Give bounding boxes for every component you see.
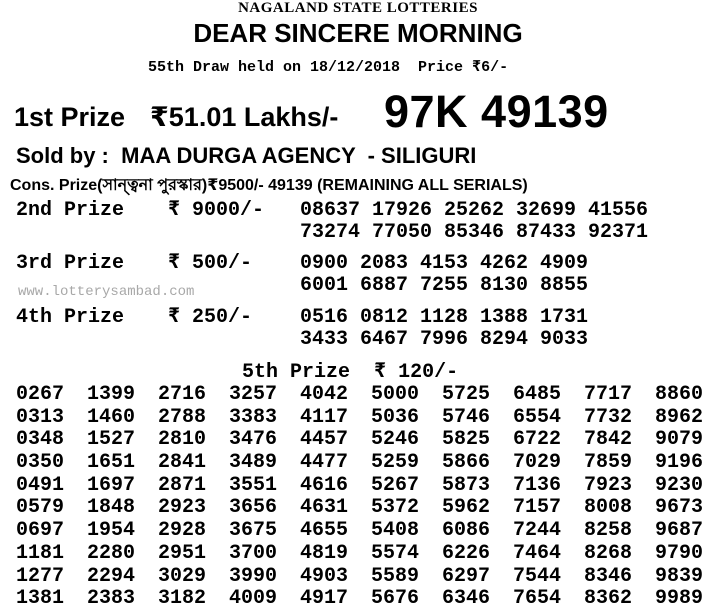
fifth-prize-number: 8268 xyxy=(584,541,633,565)
fifth-prize-number: 9989 xyxy=(655,587,704,611)
fifth-prize-grid xyxy=(16,384,716,611)
fifth-prize-number: 6297 xyxy=(442,564,491,588)
fifth-prize-number: 7732 xyxy=(584,405,633,429)
fifth-prize-number: 1697 xyxy=(87,473,136,497)
fifth-prize-number: 5372 xyxy=(371,496,420,520)
fifth-prize-number: 6086 xyxy=(442,519,491,543)
fifth-prize-number: 9687 xyxy=(655,519,704,543)
second-prize-row: 73274 77050 85346 87433 92371 xyxy=(300,221,649,244)
fifth-prize-number: 9196 xyxy=(655,451,704,475)
fifth-prize-number: 0491 xyxy=(16,473,65,497)
fifth-prize-number: 1277 xyxy=(16,564,65,588)
fifth-prize-number: 9790 xyxy=(655,541,704,565)
fifth-prize-number: 5259 xyxy=(371,451,420,475)
fifth-prize-number: 6554 xyxy=(513,405,562,429)
fifth-prize-number: 5246 xyxy=(371,428,420,452)
fifth-prize-number: 0348 xyxy=(16,428,65,452)
fifth-prize-number: 1460 xyxy=(87,405,136,429)
first-prize-number: 97K 49139 xyxy=(384,86,609,137)
fifth-prize-number: 7244 xyxy=(513,519,562,543)
fifth-prize-number: 1381 xyxy=(16,587,65,611)
fifth-prize-number: 7923 xyxy=(584,473,633,497)
fifth-prize-number: 4819 xyxy=(300,541,349,565)
fifth-prize-number: 4117 xyxy=(300,405,349,429)
fifth-prize-number: 5000 xyxy=(371,383,420,406)
fifth-prize-number: 6722 xyxy=(513,428,562,452)
second-prize-amount: ₹ 9000/- xyxy=(168,199,265,222)
fifth-prize-number: 3656 xyxy=(229,496,278,520)
fifth-prize-number: 7842 xyxy=(584,428,633,452)
third-prize-row: 6001 6887 7255 8130 8855 xyxy=(300,274,589,297)
fifth-prize-number: 6485 xyxy=(513,383,562,406)
fifth-prize-number: 8008 xyxy=(584,496,633,520)
fifth-prize-number: 2951 xyxy=(158,541,207,565)
org-title: NAGALAND STATE LOTTERIES xyxy=(238,0,478,16)
fifth-prize-number: 3182 xyxy=(158,587,207,611)
fifth-prize-number: 5962 xyxy=(442,496,491,520)
fifth-prize-number: 5825 xyxy=(442,428,491,452)
fifth-prize-number: 0350 xyxy=(16,451,65,475)
fifth-prize-number: 6226 xyxy=(442,541,491,565)
fifth-prize-number: 3551 xyxy=(229,473,278,497)
fifth-prize-number: 5574 xyxy=(371,541,420,565)
fifth-prize-number: 2788 xyxy=(158,405,207,429)
fifth-prize-number: 4655 xyxy=(300,519,349,543)
fifth-prize-number: 2294 xyxy=(87,564,136,588)
fifth-prize-number: 8362 xyxy=(584,587,633,611)
fifth-prize-number: 2280 xyxy=(87,541,136,565)
fifth-prize-number: 8962 xyxy=(655,405,704,429)
fifth-prize-number: 7859 xyxy=(584,451,633,475)
fifth-prize-number: 3476 xyxy=(229,428,278,452)
fifth-prize-number: 5408 xyxy=(371,519,420,543)
fourth-prize-row: 3433 6467 7996 8294 9033 xyxy=(300,328,589,351)
fifth-prize-number: 7654 xyxy=(513,587,562,611)
fifth-prize-number: 8258 xyxy=(584,519,633,543)
first-prize-amount: ₹51.01 Lakhs/- xyxy=(150,102,339,132)
first-prize-label: 1st Prize xyxy=(14,102,126,132)
fifth-prize-number: 3700 xyxy=(229,541,278,565)
fifth-prize-number: 2928 xyxy=(158,519,207,543)
draw-info: 55th Draw held on 18/12/2018 Price ₹6/- xyxy=(148,59,509,76)
watermark: www.lotterysambad.com xyxy=(18,284,195,300)
fifth-prize-number: 7464 xyxy=(513,541,562,565)
fifth-prize-number: 2841 xyxy=(158,451,207,475)
third-prize-amount: ₹ 500/- xyxy=(168,252,253,275)
fifth-prize-number: 3383 xyxy=(229,405,278,429)
fifth-prize-number: 5589 xyxy=(371,564,420,588)
fifth-prize-number: 5873 xyxy=(442,473,491,497)
fifth-prize-number: 1527 xyxy=(87,428,136,452)
lottery-name: DEAR SINCERE MORNING xyxy=(193,18,523,48)
fifth-prize-number: 0697 xyxy=(16,519,65,543)
third-prize-label: 3rd Prize xyxy=(16,252,125,275)
fifth-prize-number: 8346 xyxy=(584,564,633,588)
fifth-prize-number: 4042 xyxy=(300,383,349,406)
fifth-prize-number: 5267 xyxy=(371,473,420,497)
fifth-prize-number: 7029 xyxy=(513,451,562,475)
fifth-prize-number: 9839 xyxy=(655,564,704,588)
fifth-prize-number: 0579 xyxy=(16,496,65,520)
fifth-prize-number: 1954 xyxy=(87,519,136,543)
fifth-prize-number: 5036 xyxy=(371,405,420,429)
fifth-prize-number: 4616 xyxy=(300,473,349,497)
fifth-prize-number: 2871 xyxy=(158,473,207,497)
fifth-prize-number: 9079 xyxy=(655,428,704,452)
fifth-prize-number: 1181 xyxy=(16,541,65,565)
fifth-prize-number: 9230 xyxy=(655,473,704,497)
fifth-prize-number: 5676 xyxy=(371,587,420,611)
fifth-prize-number: 3675 xyxy=(229,519,278,543)
fifth-prize-number: 5866 xyxy=(442,451,491,475)
fifth-prize-number: 4917 xyxy=(300,587,349,611)
fifth-prize-number: 1651 xyxy=(87,451,136,475)
fifth-prize-number: 8860 xyxy=(655,383,704,406)
sold-by: Sold by : MAA DURGA AGENCY - SILIGURI xyxy=(16,143,477,168)
fifth-prize-number: 3489 xyxy=(229,451,278,475)
fourth-prize-row: 0516 0812 1128 1388 1731 xyxy=(300,306,589,329)
fifth-prize-number: 3029 xyxy=(158,564,207,588)
fifth-prize-number: 3990 xyxy=(229,564,278,588)
fifth-prize-number: 4009 xyxy=(229,587,278,611)
fifth-prize-number: 5725 xyxy=(442,383,491,406)
fifth-prize-number: 4457 xyxy=(300,428,349,452)
fifth-prize-number: 3257 xyxy=(229,383,278,406)
fifth-prize-number: 1399 xyxy=(87,383,136,406)
fifth-prize-number: 2810 xyxy=(158,428,207,452)
fifth-prize-number: 6346 xyxy=(442,587,491,611)
fifth-prize-number: 2923 xyxy=(158,496,207,520)
fifth-prize-label: 5th Prize ₹ 120/- xyxy=(242,361,459,384)
fifth-prize-number: 4903 xyxy=(300,564,349,588)
fifth-prize-number: 4631 xyxy=(300,496,349,520)
fifth-prize-number: 0267 xyxy=(16,383,65,406)
fifth-prize-number: 0313 xyxy=(16,405,65,429)
fifth-prize-number: 2383 xyxy=(87,587,136,611)
fifth-prize-number: 7136 xyxy=(513,473,562,497)
second-prize-label: 2nd Prize xyxy=(16,199,125,222)
fifth-prize-number: 7157 xyxy=(513,496,562,520)
fifth-prize-number: 2716 xyxy=(158,383,207,406)
fifth-prize-number: 1848 xyxy=(87,496,136,520)
consolation-prize: Cons. Prize(সান্ত্বনা পুরস্কার)₹9500/- 49139 (REMAINING ALL SERIALS) xyxy=(10,177,528,194)
fourth-prize-label: 4th Prize xyxy=(16,306,125,329)
fifth-prize-number: 7544 xyxy=(513,564,562,588)
fifth-prize-number: 5746 xyxy=(442,405,491,429)
fifth-prize-number: 9673 xyxy=(655,496,704,520)
second-prize-row: 08637 17926 25262 32699 41556 xyxy=(300,199,649,222)
fifth-prize-number: 4477 xyxy=(300,451,349,475)
third-prize-row: 0900 2083 4153 4262 4909 xyxy=(300,252,589,275)
fourth-prize-amount: ₹ 250/- xyxy=(168,306,253,329)
fifth-prize-number: 7717 xyxy=(584,383,633,406)
